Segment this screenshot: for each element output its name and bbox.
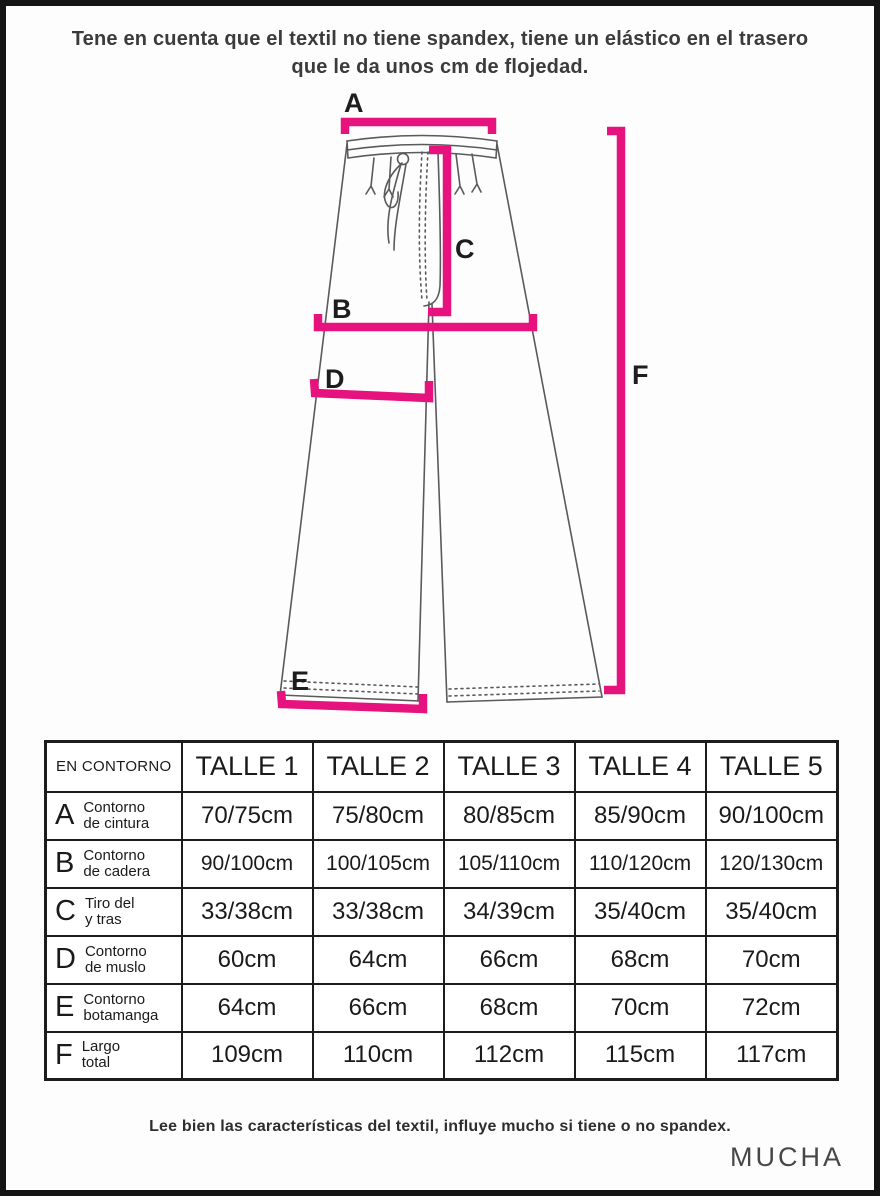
col-header-talle-1: TALLE 1 bbox=[182, 742, 313, 792]
cell-value: 68cm bbox=[444, 984, 575, 1032]
cell-value: 33/38cm bbox=[182, 888, 313, 936]
cell-value: 110cm bbox=[313, 1032, 444, 1080]
row-description: Contorno de cintura bbox=[83, 798, 150, 832]
cell-value: 66cm bbox=[313, 984, 444, 1032]
row-letter: C bbox=[55, 895, 76, 927]
cell-value: 66cm bbox=[444, 936, 575, 984]
size-table bbox=[44, 740, 839, 1081]
row-description: Largo total bbox=[81, 1038, 121, 1072]
cell-value: 80/85cm bbox=[444, 792, 575, 840]
top-note-line2: que le da unos cm de flojedad. bbox=[291, 56, 589, 78]
measurement-lines bbox=[281, 122, 621, 709]
measure-A-line bbox=[345, 122, 492, 134]
table-row-a bbox=[46, 792, 838, 840]
row-description: Contorno de cadera bbox=[83, 846, 151, 880]
pants-outline bbox=[280, 136, 602, 703]
table-row-e bbox=[46, 984, 838, 1032]
cell-value: 70cm bbox=[706, 936, 838, 984]
cell-value: 110/120cm bbox=[575, 840, 706, 888]
measure-label-f: F bbox=[632, 360, 649, 390]
bottom-note: Lee bien las características del textil, influye mucho si tiene o no spandex. bbox=[149, 1118, 731, 1135]
cell-value: 70cm bbox=[575, 984, 706, 1032]
measure-label-d: D bbox=[325, 364, 345, 394]
cell-value: 60cm bbox=[182, 936, 313, 984]
measure-label-b: B bbox=[332, 294, 352, 324]
cell-value: 100/105cm bbox=[313, 840, 444, 888]
cell-value: 33/38cm bbox=[313, 888, 444, 936]
cell-value: 35/40cm bbox=[706, 888, 838, 936]
row-letter: D bbox=[55, 943, 76, 975]
table-row-f bbox=[46, 1032, 838, 1080]
measure-F-line bbox=[604, 131, 621, 690]
cell-value: 120/130cm bbox=[706, 840, 838, 888]
cell-value: 68cm bbox=[575, 936, 706, 984]
cell-value: 64cm bbox=[182, 984, 313, 1032]
row-letter: F bbox=[55, 1038, 73, 1071]
size-table-header-row bbox=[46, 742, 838, 792]
row-letter: E bbox=[55, 991, 75, 1023]
cell-value: 75/80cm bbox=[313, 792, 444, 840]
table-row-c bbox=[46, 888, 838, 936]
table-row-b bbox=[46, 840, 838, 888]
measure-C-line bbox=[428, 150, 447, 312]
cell-value: 70/75cm bbox=[182, 792, 313, 840]
cell-value: 90/100cm bbox=[706, 792, 838, 840]
cell-value: 115cm bbox=[575, 1032, 706, 1080]
col-header-talle-5: TALLE 5 bbox=[706, 742, 838, 792]
row-letter: A bbox=[55, 799, 75, 831]
measure-label-a: A bbox=[344, 88, 364, 118]
cell-value: 72cm bbox=[706, 984, 838, 1032]
table-corner-label: EN CONTORNO bbox=[46, 742, 182, 792]
top-note-line1: Tene en cuenta que el textil no tiene spandex, tiene un elástico en el trasero bbox=[71, 28, 809, 50]
cell-value: 34/39cm bbox=[444, 888, 575, 936]
cell-value: 35/40cm bbox=[575, 888, 706, 936]
brand-logo-text: MUCHA bbox=[730, 1142, 844, 1172]
row-letter: B bbox=[55, 847, 75, 879]
cell-value: 109cm bbox=[182, 1032, 313, 1080]
col-header-talle-2: TALLE 2 bbox=[313, 742, 444, 792]
col-header-talle-4: TALLE 4 bbox=[575, 742, 706, 792]
cell-value: 117cm bbox=[706, 1032, 838, 1080]
row-description: Contorno botamanga bbox=[83, 990, 159, 1024]
row-description: Contorno de muslo bbox=[84, 942, 147, 976]
measure-label-e: E bbox=[291, 666, 310, 696]
table-row-d bbox=[46, 936, 838, 984]
measure-label-c: C bbox=[455, 234, 475, 264]
cell-value: 64cm bbox=[313, 936, 444, 984]
cell-value: 112cm bbox=[444, 1032, 575, 1080]
row-description: Tiro del y tras bbox=[84, 894, 135, 928]
cell-value: 105/110cm bbox=[444, 840, 575, 888]
cell-value: 90/100cm bbox=[182, 840, 313, 888]
col-header-talle-3: TALLE 3 bbox=[444, 742, 575, 792]
cell-value: 85/90cm bbox=[575, 792, 706, 840]
